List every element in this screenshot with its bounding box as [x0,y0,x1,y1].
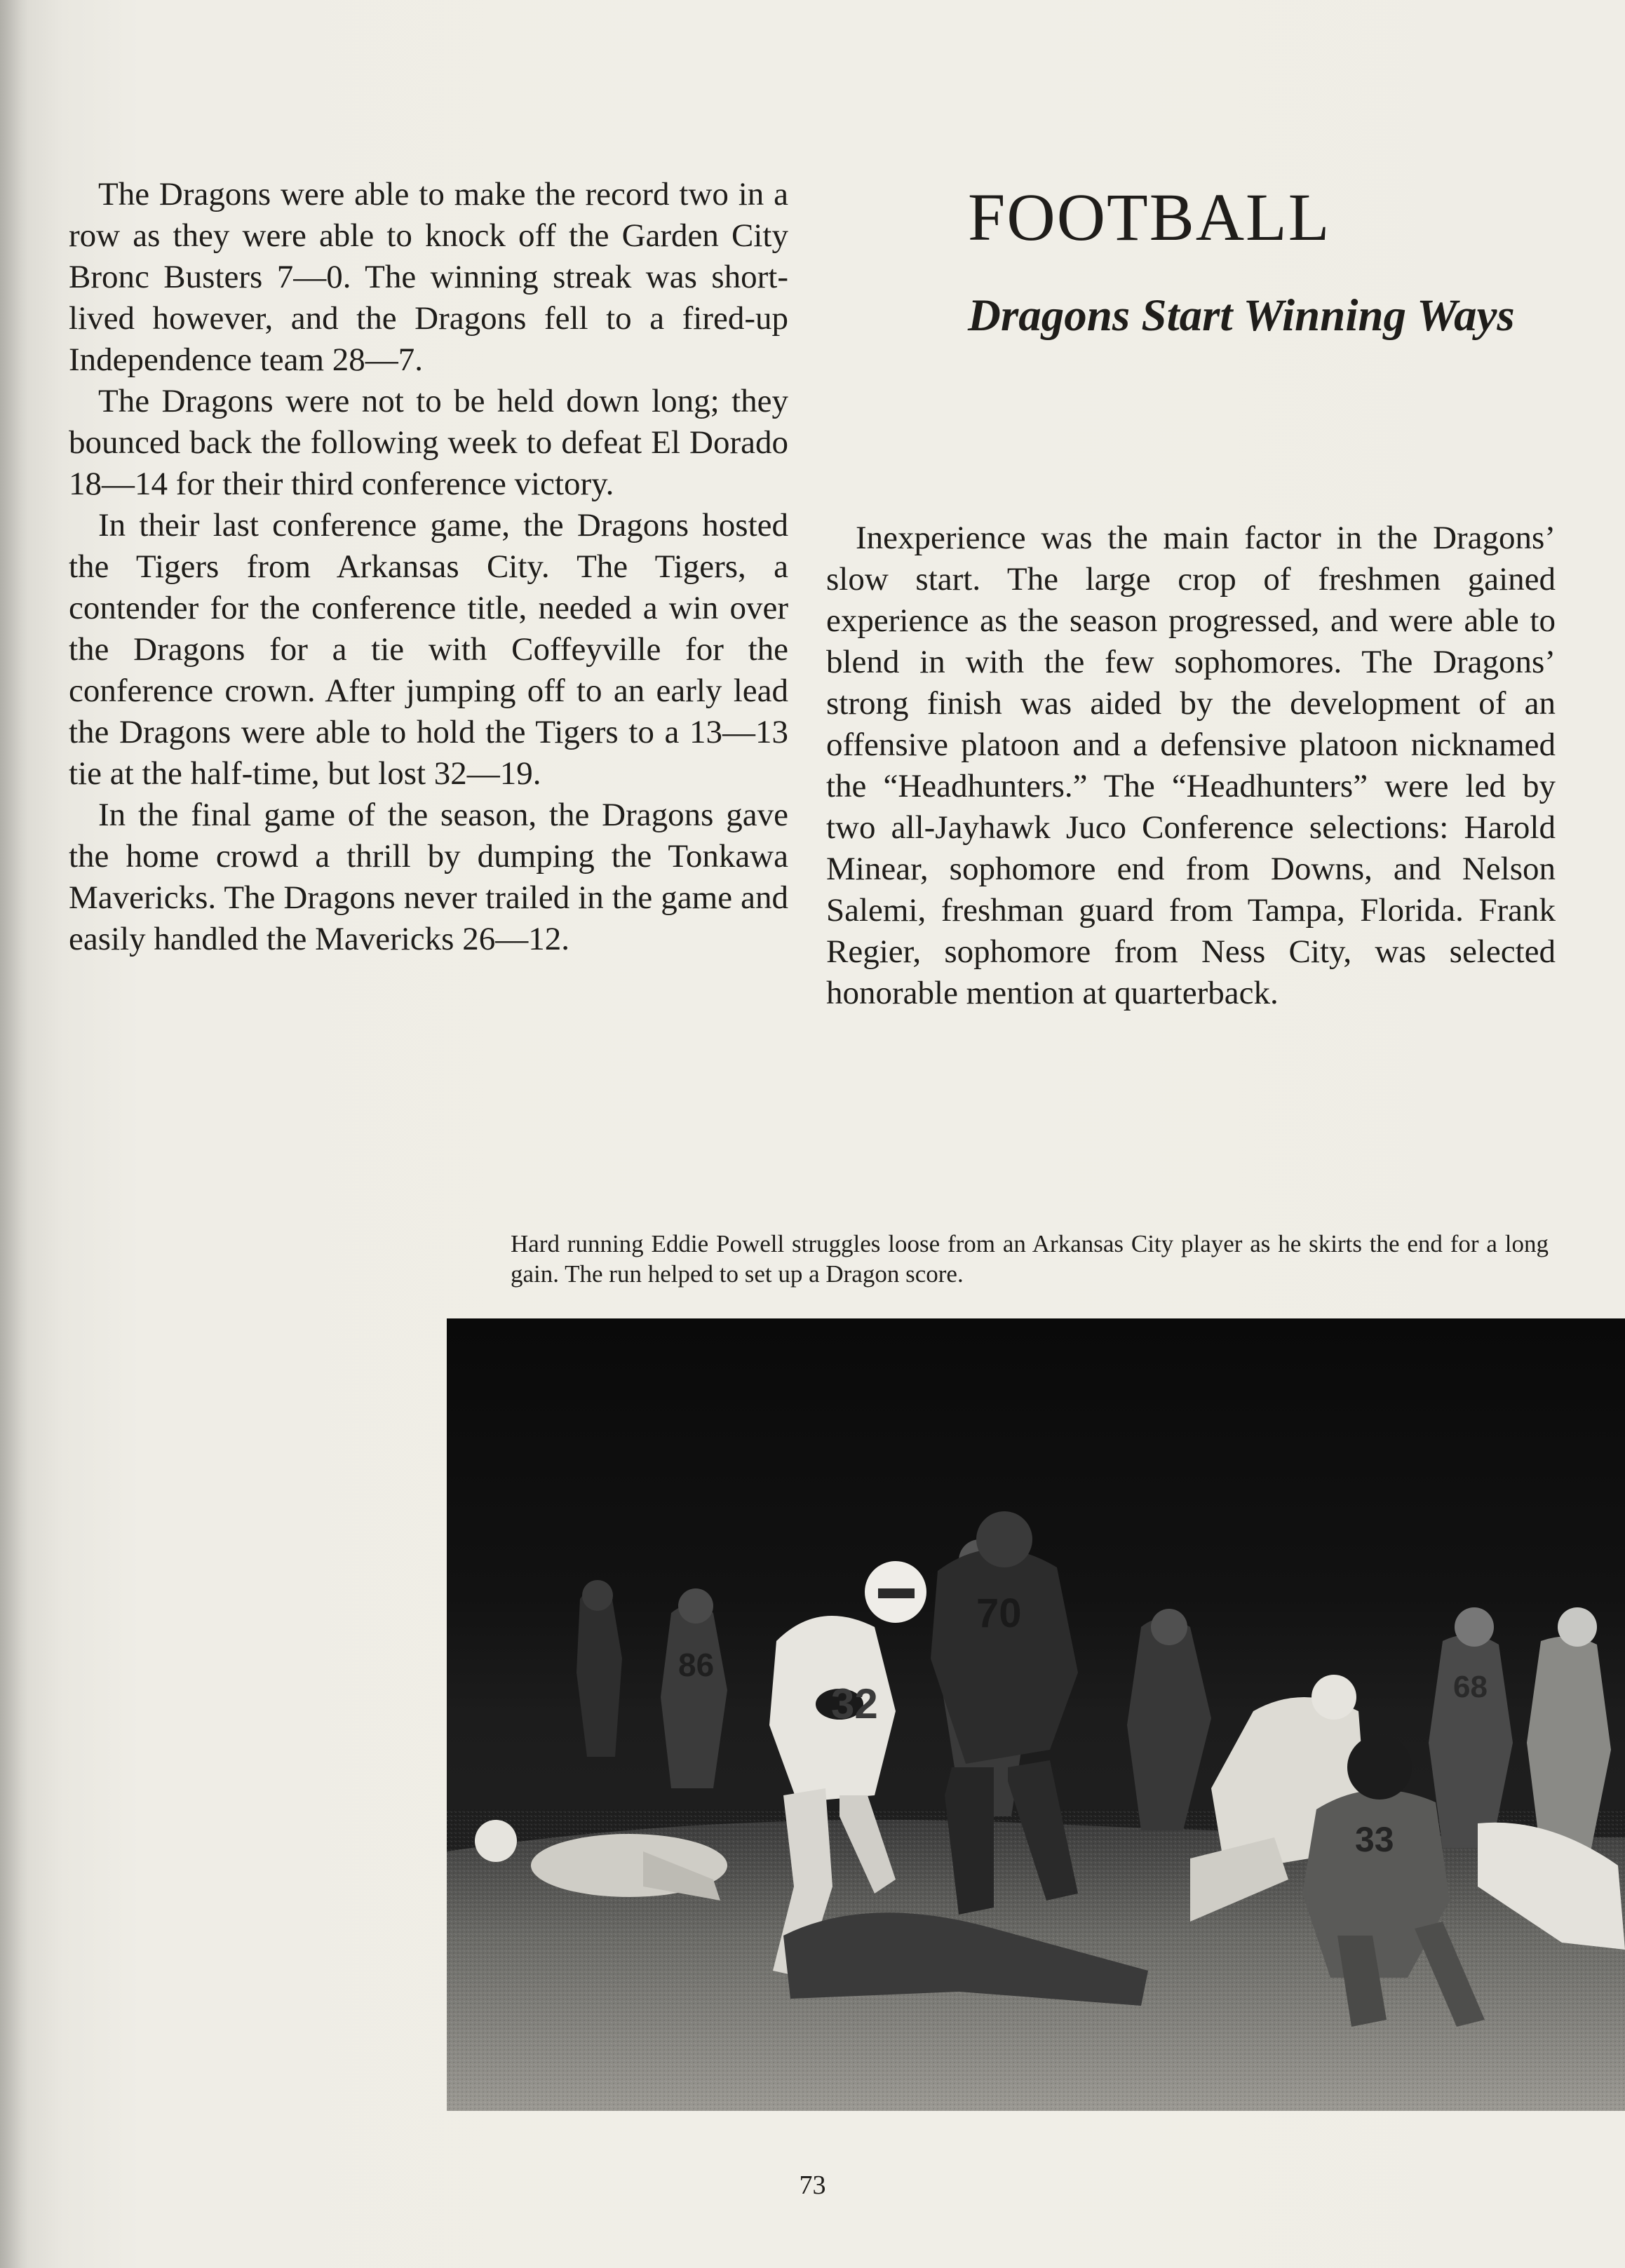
paragraph: The Dragons were not to be held down long; they bounced back the following week to defeat El Dorado 18—14 for their third conference victory. [69,383,788,502]
paragraph: The Dragons were able to make the record two in a row as they were able to knock off the Garden City Bronc Busters 7—0. The winning streak was short-lived however, and the Dragons fell to a fired-up Independence team 28—7. [69,176,788,378]
paragraph: In their last conference game, the Dragons hosted the Tigers from Arkansas City. The Tigers, a contender for the conference title, needed a win over the Dragons for a tie with Coffeyville for the conference crown. After jumping off to an early lead the Dragons were able to hold the Tigers to a 13—13 tie at the half-time, but lost 32—19. [69,507,788,792]
left-text-column [69,174,788,960]
football-photo-illustration [447,1318,1625,2111]
binding-shadow [0,0,28,2268]
paragraph: Inexperience was the main factor in the Dragons’ slow start. The large crop of freshmen gained experience as the season progressed, and were able to blend in with the few sophomores. The Dragons’ strong finish was aided by the development of an offensive platoon and a defensive platoon nicknamed the “Headhunters.” The “Headhunters” were led by two all-Jayhawk Juco Conference selections: Harold Minear, sophomore end from Downs, and Nelson Salemi, freshman guard from Tampa, Florida. Frank Regier, sophomore from Ness City, was selected honorable mention at quarterback. [826,520,1556,1011]
right-text-column [826,518,1556,1014]
photo-caption: Hard running Eddie Powell struggles loose from an Arkansas City player as he skirts the end for a long gain. The run helped to set up a Dragon score. [511,1230,1549,1288]
page-number: 73 [799,2171,826,2200]
jersey-number: 70 [976,1591,1022,1636]
jersey-number: 86 [678,1647,715,1683]
jersey-number: 68 [1453,1670,1488,1704]
page-title: FOOTBALL [968,180,1331,255]
jersey-number: 32 [831,1680,878,1727]
page-subtitle: Dragons Start Winning Ways [968,290,1515,341]
jersey-number: 33 [1355,1820,1394,1859]
paragraph: In the final game of the season, the Dragons gave the home crowd a thrill by dumping the Tonkawa Mavericks. The Dragons never trailed in the game and easily handled the Mavericks 26—12. [69,797,788,957]
football-photo [447,1318,1625,2111]
